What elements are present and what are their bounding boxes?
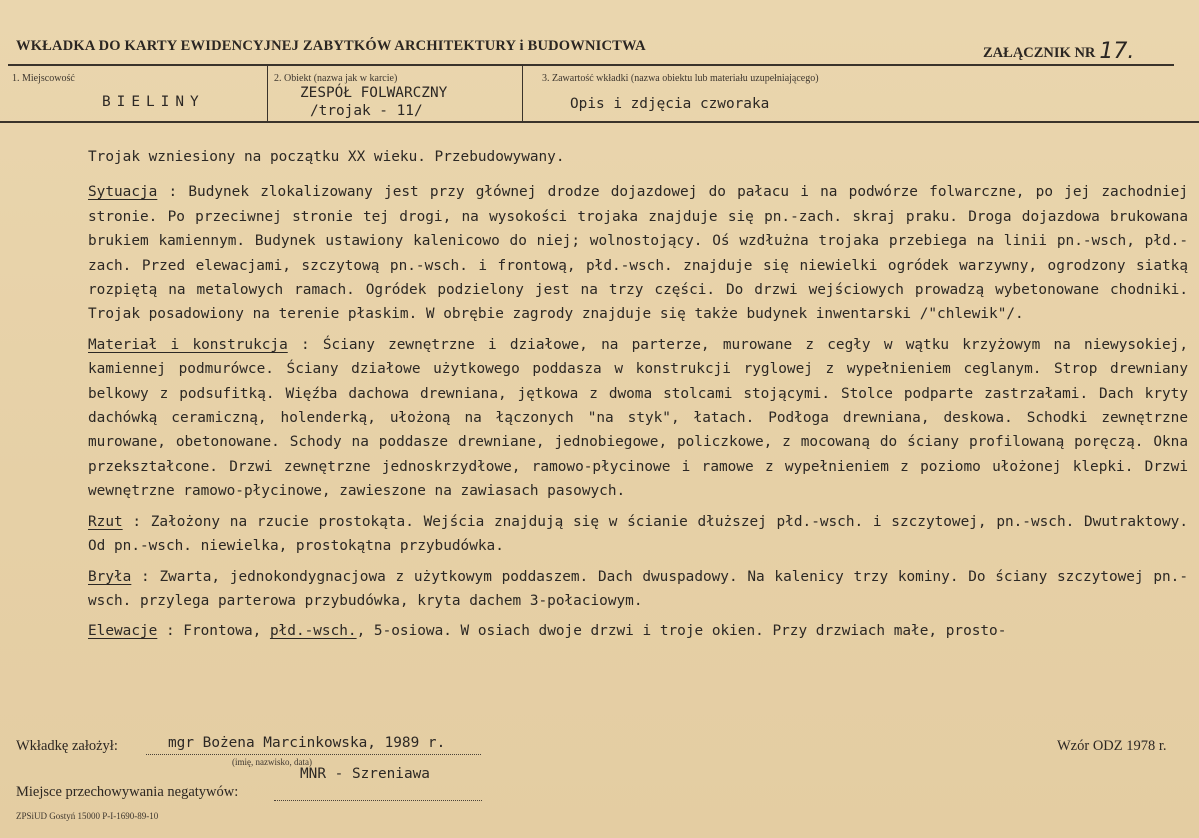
negatives-dotted-line — [274, 800, 482, 801]
field-bottom-rule — [0, 121, 1199, 123]
material-heading: Materiał i konstrukcja — [88, 336, 288, 353]
elevation-text-b: , 5-osiowa. W osiach dwoje drzwi i troje okien. Przy drzwiach małe, prosto- — [356, 623, 1007, 640]
attachment-number — [983, 38, 1134, 63]
material-text: : Ściany zewnętrzne i działowe, na parterze, murowane z cegły w wątku krzyżowym na niewysokiej, kamiennej podmurówce. Ściany działowe użytkowego poddasza w konstrukcji ryglowej z wypełnieniem ceglanym. Strop drewniany belkowy z podsufitką. Więźba dachowa drewniana, jętkowa z dwoma stolcami stojącymi. Stolce podparte zastrzałami. Dach kryty dachówką ceramiczną, holenderką, ułożoną na łączonych "na styk", łatach. Podłoga drewniana, deskowa. Schodki zewnętrzne murowane, obetonowane. Schody na poddasze drewniane, jednobiegowe, policzkowe, z mocowaną do ściany profilowaną poręczą. Okna przekształcone. Drzwi zewnętrzne jednoskrzydłowe, ramowo-płycinowe i ramowe z wypełnieniem z poziomo ułożonej klepki. Drzwi wewnętrzne ramowo-płycinowe, zawieszone na zawiasach pasowych. — [88, 336, 1189, 500]
object-value-line2: /trojak - 11/ — [310, 103, 423, 119]
printer-info: ZPSiUD Gostyń 15000 P-I-1690-89-10 — [16, 811, 159, 821]
card-title: WKŁADKA DO KARTY EWIDENCYJNEJ ZABYTKÓW ARCHITEKTURY i BUDOWNICTWA — [16, 38, 646, 54]
material-paragraph — [88, 333, 1188, 504]
object-value-line1: ZESPÓŁ FOLWARCZNY — [300, 85, 448, 101]
elevation-underlined: płd.-wsch. — [269, 623, 357, 640]
situation-text: : Budynek zlokalizowany jest przy głównej drodze dojazdowej do pałacu i na podwórze folwarczne, po jej zachodniej stronie. Po przeciwnej stronie tej drogi, na wysokości trojaka znajduje się pn.-zach. skraj praku. Droga dojazdowa brukowana brukiem kamiennym. Budynek ustawiony kalenicowo do niej; wolnostojący. Oś wzdłużna trojaka przebiega na linii pn.-wsch, płd.-zach. Przed elewacjami, szczytową pn.-wsch. i frontową, płd.-wsch. znajduje się niewielki ogródek warzywny, ogrodzony siatką rozpiętą na metalowych ramach. Ogródek podzielony jest na trzy części. Do drzwi wejściowych prowadzą wybetonowane chodniki. Trojak posadowiony na terenie płaskim. W obrębie zagrody znajduje się także budynek inwentarski /"chlewik"/. — [88, 184, 1188, 323]
plan-paragraph — [88, 510, 1188, 559]
locality-label: 1. Miejscowość — [12, 73, 75, 84]
field-divider-1 — [267, 66, 268, 122]
situation-paragraph — [88, 180, 1188, 326]
elevation-text-a: : Frontowa, — [157, 623, 270, 640]
founded-dotted-line — [146, 754, 481, 755]
contents-label: 3. Zawartość wkładki (nazwa obiektu lub materiału uzupełniającego) — [542, 73, 819, 84]
contents-value: Opis i zdjęcia czworaka — [570, 96, 770, 112]
negatives-label: Miejsce przechowywania negatywów: — [16, 784, 239, 800]
field-divider-2 — [522, 66, 523, 122]
attachment-label: ZAŁĄCZNIK NR — [983, 45, 1096, 61]
plan-heading: Rzut — [88, 513, 123, 530]
header-top-rule — [8, 64, 1174, 66]
elevation-heading: Elewacje — [88, 623, 158, 640]
situation-heading: Sytuacja — [88, 184, 158, 201]
intro-paragraph: Trojak wzniesiony na początku XX wieku. Przebudowywany. — [88, 149, 565, 165]
object-label: 2. Obiekt (nazwa jak w karcie) — [274, 73, 398, 84]
form-id: Wzór ODZ 1978 r. — [1057, 738, 1167, 754]
plan-text: : Założony na rzucie prostokąta. Wejścia znajdują się w ścianie dłuższej płd.-wsch. i szczytowej, pn.-wsch. Dwutraktowy. Od pn.-wsch. niewielka, prostokątna przybudówka. — [88, 513, 1188, 555]
archive-value: MNR - Szreniawa — [300, 766, 430, 782]
mass-text: : Zwarta, jednokondygnacjowa z użytkowym poddaszem. Dach dwuspadowy. Na kalenicy trzy kominy. Do ściany szczytowej pn.-wsch. przylega parterowa przybudówka, kryta dachem 3-połaciowym. — [88, 568, 1188, 609]
founded-label: Wkładkę założył: — [16, 738, 118, 754]
description-body — [88, 145, 1188, 650]
elevation-paragraph — [88, 619, 1188, 643]
mass-paragraph — [88, 565, 1188, 614]
attachment-number-handwritten: 17. — [1099, 39, 1135, 64]
mass-heading: Bryła — [88, 568, 132, 585]
founded-hint: (imię, nazwisko, data) — [232, 757, 312, 767]
locality-value: BIELINY — [102, 94, 205, 110]
founded-value: mgr Bożena Marcinkowska, 1989 r. — [168, 735, 446, 751]
